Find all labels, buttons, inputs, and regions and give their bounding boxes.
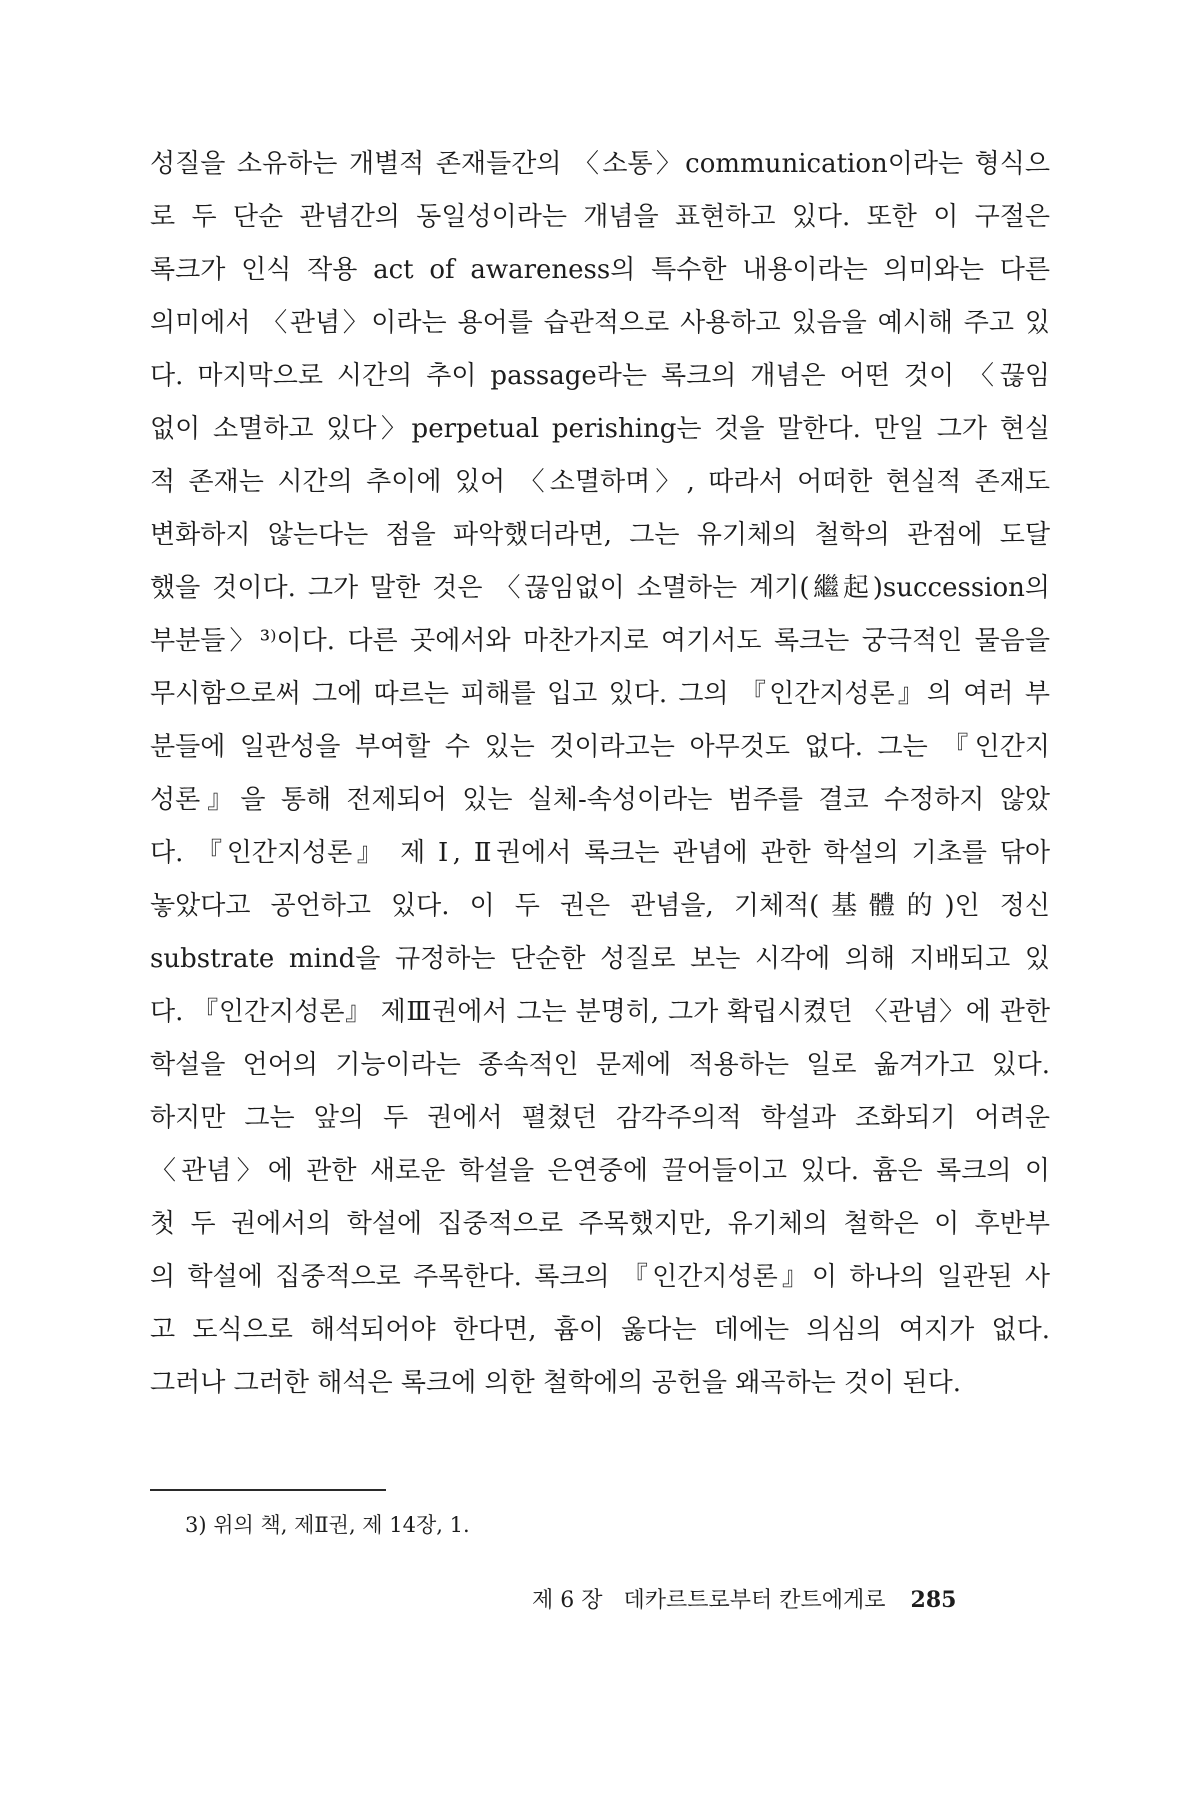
body-line: 놓았다고 공언하고 있다. 이 두 권은 관념을, 기체적(基體的)인 정신 — [150, 891, 1050, 921]
body-line: 학설을 언어의 기능이라는 종속적인 문제에 적용하는 일로 옮겨가고 있다. — [150, 1050, 1050, 1080]
body-line: 다. 『인간지성론』 제Ⅲ권에서 그는 분명히, 그가 확립시켰던 〈관념〉에 관한 — [150, 997, 1050, 1027]
running-footer — [532, 1583, 956, 1618]
footnote: 3) 위의 책, 제Ⅱ권, 제 14장, 1. — [185, 1513, 470, 1537]
page-number: 285 — [910, 1587, 957, 1613]
body-line: 성론』을 통해 전제되어 있는 실체-속성이라는 범주를 결코 수정하지 않았 — [150, 785, 1050, 815]
body-line: 없이 소멸하고 있다〉perpetual perishing는 것을 말한다. 만일 그가 현실 — [150, 414, 1050, 444]
footer-title: 데카르트로부터 칸트에게로 — [623, 1588, 886, 1613]
body-text — [150, 138, 1050, 1410]
body-line: 성질을 소유하는 개별적 존재들간의 〈소통〉communication이라는 형식으 — [150, 149, 1050, 179]
body-line: 의미에서 〈관념〉이라는 용어를 습관적으로 사용하고 있음을 예시해 주고 있 — [150, 308, 1050, 338]
body-line: 고 도식으로 해석되어야 한다면, 흄이 옳다는 데에는 의심의 여지가 없다. — [150, 1315, 1050, 1345]
body-line: 분들에 일관성을 부여할 수 있는 것이라고는 아무것도 없다. 그는 『인간지 — [150, 732, 1050, 762]
body-line: 로 두 단순 관념간의 동일성이라는 개념을 표현하고 있다. 또한 이 구절은 — [150, 202, 1050, 232]
body-line: 첫 두 권에서의 학설에 집중적으로 주목했지만, 유기체의 철학은 이 후반부 — [150, 1209, 1050, 1239]
body-line: 〈관념〉에 관한 새로운 학설을 은연중에 끌어들이고 있다. 흄은 록크의 이 — [150, 1156, 1050, 1186]
body-line: substrate mind을 규정하는 단순한 성질로 보는 시각에 의해 지배되고 있 — [150, 944, 1050, 974]
footnote-divider — [150, 1489, 386, 1491]
body-line: 무시함으로써 그에 따르는 피해를 입고 있다. 그의 『인간지성론』의 여러 부 — [150, 679, 1050, 709]
body-line: 적 존재는 시간의 추이에 있어 〈소멸하며〉, 따라서 어떠한 현실적 존재도 — [150, 467, 1050, 497]
body-line: 부분들〉³⁾이다. 다른 곳에서와 마찬가지로 여기서도 록크는 궁극적인 물음을 — [150, 626, 1050, 656]
body-line: 다. 『인간지성론』 제 Ⅰ, Ⅱ권에서 록크는 관념에 관한 학설의 기초를 닦아 — [150, 838, 1050, 868]
body-line: 변화하지 않는다는 점을 파악했더라면, 그는 유기체의 철학의 관점에 도달 — [150, 520, 1050, 550]
body-line: 했을 것이다. 그가 말한 것은 〈끊임없이 소멸하는 계기(繼起)succession의 — [150, 573, 1050, 603]
body-line: 하지만 그는 앞의 두 권에서 펼쳤던 감각주의적 학설과 조화되기 어려운 — [150, 1103, 1050, 1133]
body-line: 그러나 그러한 해석은 록크에 의한 철학에의 공헌을 왜곡하는 것이 된다. — [150, 1368, 962, 1398]
body-line: 록크가 인식 작용 act of awareness의 특수한 내용이라는 의미와는 다른 — [150, 255, 1050, 285]
body-line: 의 학설에 집중적으로 주목한다. 록크의 『인간지성론』이 하나의 일관된 사 — [150, 1262, 1050, 1292]
body-line: 다. 마지막으로 시간의 추이 passage라는 록크의 개념은 어떤 것이 〈끊임 — [150, 361, 1050, 391]
footer-chapter: 제 6 장 — [532, 1588, 603, 1613]
